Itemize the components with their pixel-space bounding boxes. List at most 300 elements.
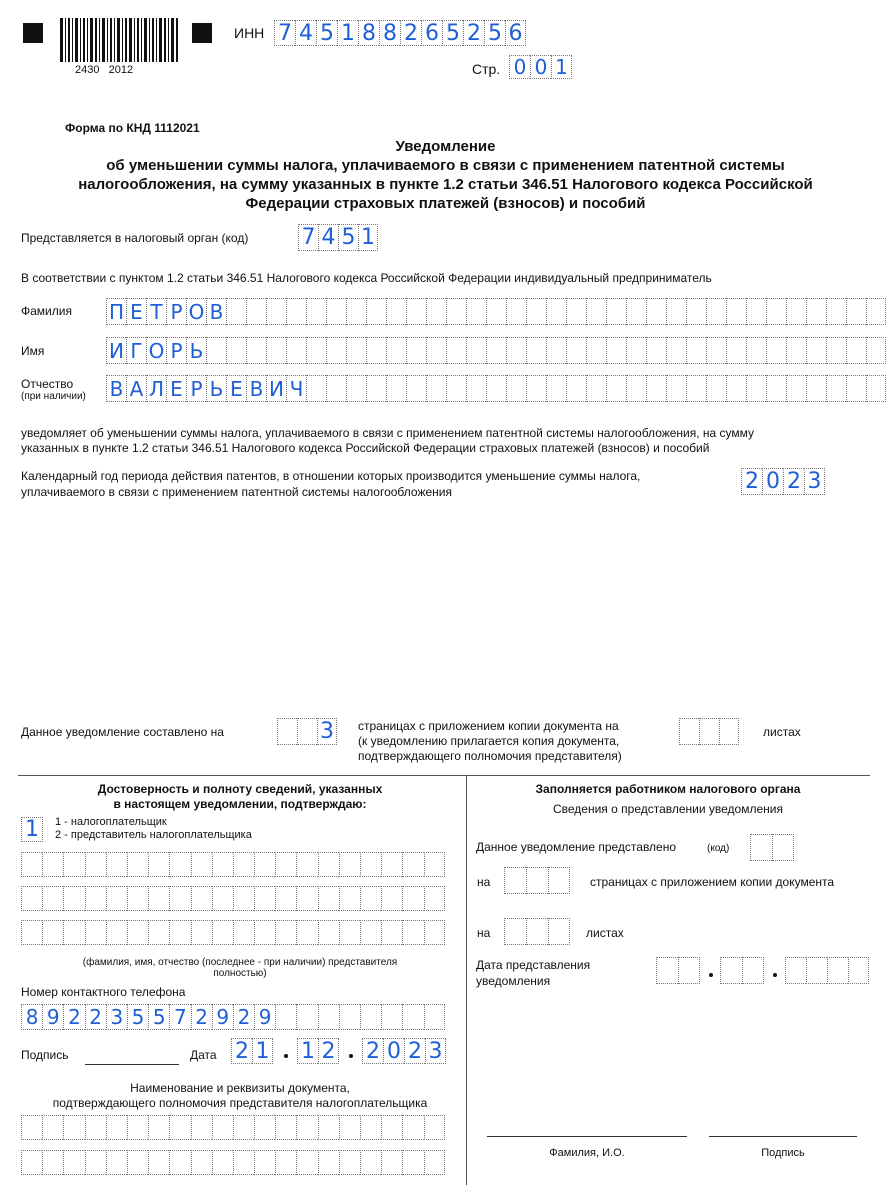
cell[interactable] [424,1004,445,1030]
cell[interactable] [360,852,381,877]
cell[interactable] [346,337,366,364]
cell[interactable] [826,337,846,364]
cell[interactable]: Р [166,298,186,325]
cell[interactable] [506,298,526,325]
cell[interactable]: 8 [21,1004,42,1030]
cell[interactable] [766,298,786,325]
patronymic-cells[interactable] [106,375,886,402]
cell[interactable]: 2 [85,1004,106,1030]
cell[interactable] [406,298,426,325]
cell[interactable] [191,920,212,945]
cell[interactable] [506,375,526,402]
cell[interactable] [686,375,706,402]
cell[interactable] [381,852,402,877]
cell[interactable] [318,1004,339,1030]
cell[interactable]: 5 [484,20,505,46]
cell[interactable]: 1 [358,224,378,251]
cell[interactable]: 2 [783,468,804,495]
cell[interactable]: 9 [254,1004,275,1030]
cell[interactable]: 5 [316,20,337,46]
cell[interactable] [504,918,526,945]
cell[interactable] [646,337,666,364]
cell[interactable] [306,298,326,325]
tax-office-code-cells[interactable] [298,224,378,251]
cell[interactable] [191,886,212,911]
cell[interactable] [346,298,366,325]
cell[interactable] [296,852,317,877]
cell[interactable] [626,337,646,364]
cell[interactable] [148,886,169,911]
cell[interactable] [606,337,626,364]
cell[interactable] [526,337,546,364]
submitted-sheets-cells[interactable] [504,918,570,945]
cell[interactable]: О [146,337,166,364]
cell[interactable] [206,337,226,364]
cell[interactable] [406,375,426,402]
cell[interactable] [826,375,846,402]
cell[interactable] [504,867,526,894]
cell[interactable] [21,1115,42,1140]
cell[interactable]: Е [126,298,146,325]
cell[interactable] [566,337,586,364]
cell[interactable]: 3 [425,1038,446,1064]
inn-cells[interactable] [274,20,526,46]
cell[interactable] [546,375,566,402]
cell[interactable]: В [206,298,226,325]
cell[interactable]: 5 [148,1004,169,1030]
cell[interactable] [424,886,445,911]
cell[interactable] [506,337,526,364]
cell[interactable] [402,920,423,945]
cell[interactable] [424,920,445,945]
representative-row-3[interactable] [21,920,445,945]
cell[interactable] [226,298,246,325]
cell[interactable] [806,375,826,402]
cell[interactable] [148,1115,169,1140]
cell[interactable] [226,337,246,364]
cell[interactable] [106,920,127,945]
cell[interactable] [286,337,306,364]
cell[interactable] [366,375,386,402]
representative-row-2[interactable] [21,886,445,911]
officer-name-line[interactable] [487,1136,687,1137]
cell[interactable]: П [106,298,126,325]
cell[interactable] [746,337,766,364]
cell[interactable] [846,375,866,402]
cell[interactable] [275,920,296,945]
cell[interactable] [266,337,286,364]
cell[interactable] [42,886,63,911]
cell[interactable] [148,920,169,945]
cell[interactable]: 2 [318,1038,339,1064]
cell[interactable] [85,1115,106,1140]
cell[interactable] [42,920,63,945]
cell[interactable]: 2 [463,20,484,46]
cell[interactable] [148,852,169,877]
cell[interactable]: Р [186,375,206,402]
submission-year-cells[interactable] [785,957,869,984]
cell[interactable]: О [186,298,206,325]
cell[interactable]: 2 [404,1038,425,1064]
cell[interactable] [381,886,402,911]
cell[interactable]: Ь [186,337,206,364]
cell[interactable] [426,298,446,325]
cell[interactable] [678,957,700,984]
cell[interactable] [296,886,317,911]
cell[interactable] [486,337,506,364]
representative-row-1[interactable] [21,852,445,877]
cell[interactable] [402,1150,423,1175]
cell[interactable] [339,1004,360,1030]
cell[interactable] [466,337,486,364]
cell[interactable] [785,957,806,984]
cell[interactable] [266,298,286,325]
cell[interactable] [726,298,746,325]
cell[interactable] [296,1115,317,1140]
date-month-cells[interactable] [297,1038,339,1064]
cell[interactable] [806,298,826,325]
cell[interactable]: 9 [42,1004,63,1030]
cell[interactable] [866,337,886,364]
cell[interactable] [699,718,719,745]
cell[interactable] [772,834,794,861]
cell[interactable]: Ь [206,375,226,402]
cell[interactable] [318,920,339,945]
cell[interactable] [486,298,506,325]
cell[interactable]: 0 [509,55,530,79]
cell[interactable] [297,718,317,745]
signer-type-cell[interactable] [21,817,43,842]
cell[interactable] [233,886,254,911]
cell[interactable] [63,1150,84,1175]
cell[interactable] [746,375,766,402]
cell[interactable] [339,1150,360,1175]
cell[interactable] [526,375,546,402]
cell[interactable] [381,1150,402,1175]
cell[interactable] [666,375,686,402]
cell[interactable] [386,337,406,364]
cell[interactable] [360,920,381,945]
cell[interactable] [42,1115,63,1140]
cell[interactable]: 2 [400,20,421,46]
cell[interactable]: 7 [169,1004,190,1030]
cell[interactable]: 2 [63,1004,84,1030]
cell[interactable] [846,337,866,364]
cell[interactable] [360,1004,381,1030]
cell[interactable] [526,867,548,894]
cell[interactable] [296,920,317,945]
cell[interactable] [666,337,686,364]
cell[interactable] [786,337,806,364]
cell[interactable] [339,920,360,945]
cell[interactable] [466,298,486,325]
cell[interactable] [254,920,275,945]
cell[interactable] [466,375,486,402]
cell[interactable]: 6 [421,20,442,46]
cell[interactable] [339,886,360,911]
cell[interactable] [246,337,266,364]
cell[interactable] [360,886,381,911]
cell[interactable]: 4 [318,224,338,251]
cell[interactable] [746,298,766,325]
cell[interactable] [148,1150,169,1175]
cell[interactable] [233,852,254,877]
page-number-cells[interactable] [509,55,572,79]
pages-count-cells[interactable] [277,718,337,745]
cell[interactable] [402,1004,423,1030]
cell[interactable] [360,1150,381,1175]
cell[interactable]: В [246,375,266,402]
cell[interactable] [21,852,42,877]
cell[interactable] [386,298,406,325]
cell[interactable] [63,852,84,877]
officer-signature-line[interactable] [709,1136,857,1137]
cell[interactable] [381,920,402,945]
cell[interactable]: И [106,337,126,364]
cell[interactable] [446,298,466,325]
cell[interactable] [127,852,148,877]
cell[interactable] [366,337,386,364]
cell[interactable]: Р [166,337,186,364]
cell[interactable]: А [126,375,146,402]
cell[interactable] [63,920,84,945]
cell[interactable] [426,375,446,402]
cell[interactable]: 1 [337,20,358,46]
cell[interactable] [679,718,699,745]
cell[interactable]: 7 [298,224,318,251]
cell[interactable]: 3 [106,1004,127,1030]
cell[interactable] [275,1115,296,1140]
cell[interactable] [719,718,739,745]
cell[interactable] [586,298,606,325]
cell[interactable] [127,886,148,911]
cell[interactable] [750,834,772,861]
cell[interactable]: 0 [530,55,551,79]
cell[interactable] [381,1004,402,1030]
cell[interactable] [646,375,666,402]
cell[interactable] [424,852,445,877]
cell[interactable] [85,886,106,911]
cell[interactable]: 2 [191,1004,212,1030]
cell[interactable] [191,1150,212,1175]
cell[interactable]: 7 [274,20,295,46]
cell[interactable] [318,1150,339,1175]
cell[interactable] [212,1115,233,1140]
cell[interactable] [21,920,42,945]
cell[interactable] [406,337,426,364]
cell[interactable] [706,375,726,402]
cell[interactable] [275,1004,296,1030]
cell[interactable]: Е [166,375,186,402]
cell[interactable] [191,1115,212,1140]
cell[interactable] [766,337,786,364]
cell[interactable] [169,1150,190,1175]
cell[interactable] [606,375,626,402]
cell[interactable] [656,957,678,984]
cell[interactable] [486,375,506,402]
cell[interactable]: 8 [379,20,400,46]
cell[interactable] [42,852,63,877]
cell[interactable] [106,852,127,877]
submitted-pages-cells[interactable] [504,867,570,894]
cell[interactable] [826,298,846,325]
cell[interactable] [306,375,326,402]
cell[interactable] [566,375,586,402]
cell[interactable] [169,886,190,911]
cell[interactable] [586,337,606,364]
cell[interactable] [606,298,626,325]
cell[interactable] [254,886,275,911]
cell[interactable]: 5 [338,224,358,251]
cell[interactable] [786,298,806,325]
sheets-count-cells[interactable] [679,718,739,745]
cell[interactable] [526,918,548,945]
cell[interactable] [212,852,233,877]
cell[interactable] [786,375,806,402]
cell[interactable]: 3 [317,718,337,745]
phone-cells[interactable] [21,1004,445,1030]
cell[interactable]: 5 [442,20,463,46]
cell[interactable] [686,298,706,325]
cell[interactable]: В [106,375,126,402]
cell[interactable]: Л [146,375,166,402]
cell[interactable] [106,1115,127,1140]
year-cells[interactable] [741,468,825,495]
cell[interactable] [233,920,254,945]
cell[interactable] [548,867,570,894]
cell[interactable] [720,957,742,984]
cell[interactable]: 2 [231,1038,252,1064]
cell[interactable] [806,957,827,984]
cell[interactable] [277,718,297,745]
cell[interactable] [233,1150,254,1175]
cell[interactable]: 0 [383,1038,404,1064]
cell[interactable] [21,886,42,911]
surname-cells[interactable] [106,298,886,325]
submission-month-cells[interactable] [720,957,764,984]
cell[interactable] [169,852,190,877]
cell[interactable] [846,298,866,325]
cell[interactable] [402,886,423,911]
cell[interactable] [548,918,570,945]
signature-line[interactable] [85,1064,179,1065]
cell[interactable] [254,1150,275,1175]
cell[interactable] [381,1115,402,1140]
cell[interactable] [127,920,148,945]
cell[interactable]: 2 [741,468,762,495]
cell[interactable] [326,298,346,325]
cell[interactable] [766,375,786,402]
cell[interactable] [127,1115,148,1140]
cell[interactable]: И [266,375,286,402]
cell[interactable] [296,1150,317,1175]
name-cells[interactable] [106,337,886,364]
cell[interactable] [85,852,106,877]
cell[interactable]: 2 [362,1038,383,1064]
cell[interactable] [566,298,586,325]
cell[interactable] [169,1115,190,1140]
cell[interactable] [106,1150,127,1175]
cell[interactable] [286,298,306,325]
cell[interactable]: 9 [212,1004,233,1030]
cell[interactable] [546,337,566,364]
cell[interactable] [426,337,446,364]
cell[interactable] [686,337,706,364]
submitted-code-cells[interactable] [750,834,794,861]
cell[interactable] [318,852,339,877]
cell[interactable]: 1 [252,1038,273,1064]
cell[interactable] [275,852,296,877]
cell[interactable]: 4 [295,20,316,46]
cell[interactable] [246,298,266,325]
cell[interactable] [254,1115,275,1140]
cell[interactable] [666,298,686,325]
cell[interactable] [806,337,826,364]
cell[interactable] [726,375,746,402]
cell[interactable] [275,886,296,911]
cell[interactable] [326,375,346,402]
cell[interactable]: 8 [358,20,379,46]
cell[interactable] [402,852,423,877]
cell[interactable] [63,1115,84,1140]
cell[interactable]: 6 [505,20,526,46]
cell[interactable]: 1 [21,817,43,842]
cell[interactable] [326,337,346,364]
cell[interactable] [85,920,106,945]
cell[interactable] [866,375,886,402]
cell[interactable]: Г [126,337,146,364]
cell[interactable] [626,375,646,402]
cell[interactable] [424,1150,445,1175]
cell[interactable] [446,337,466,364]
cell[interactable] [726,337,746,364]
cell[interactable] [827,957,848,984]
cell[interactable]: 3 [804,468,825,495]
cell[interactable]: Е [226,375,246,402]
cell[interactable] [233,1115,254,1140]
cell[interactable] [169,920,190,945]
document-row-1[interactable] [21,1115,445,1140]
cell[interactable] [866,298,886,325]
cell[interactable] [21,1150,42,1175]
cell[interactable] [360,1115,381,1140]
cell[interactable]: 5 [127,1004,148,1030]
cell[interactable] [646,298,666,325]
cell[interactable] [742,957,764,984]
cell[interactable] [106,886,127,911]
cell[interactable] [339,852,360,877]
cell[interactable] [191,852,212,877]
cell[interactable] [586,375,606,402]
cell[interactable] [546,298,566,325]
cell[interactable] [848,957,869,984]
cell[interactable]: 2 [233,1004,254,1030]
cell[interactable] [318,1115,339,1140]
cell[interactable] [127,1150,148,1175]
cell[interactable]: 1 [551,55,572,79]
cell[interactable] [212,1150,233,1175]
cell[interactable] [526,298,546,325]
document-row-2[interactable] [21,1150,445,1175]
cell[interactable] [346,375,366,402]
cell[interactable] [42,1150,63,1175]
cell[interactable] [386,375,406,402]
submission-day-cells[interactable] [656,957,700,984]
cell[interactable] [63,886,84,911]
cell[interactable] [212,920,233,945]
cell[interactable] [275,1150,296,1175]
cell[interactable]: 0 [762,468,783,495]
